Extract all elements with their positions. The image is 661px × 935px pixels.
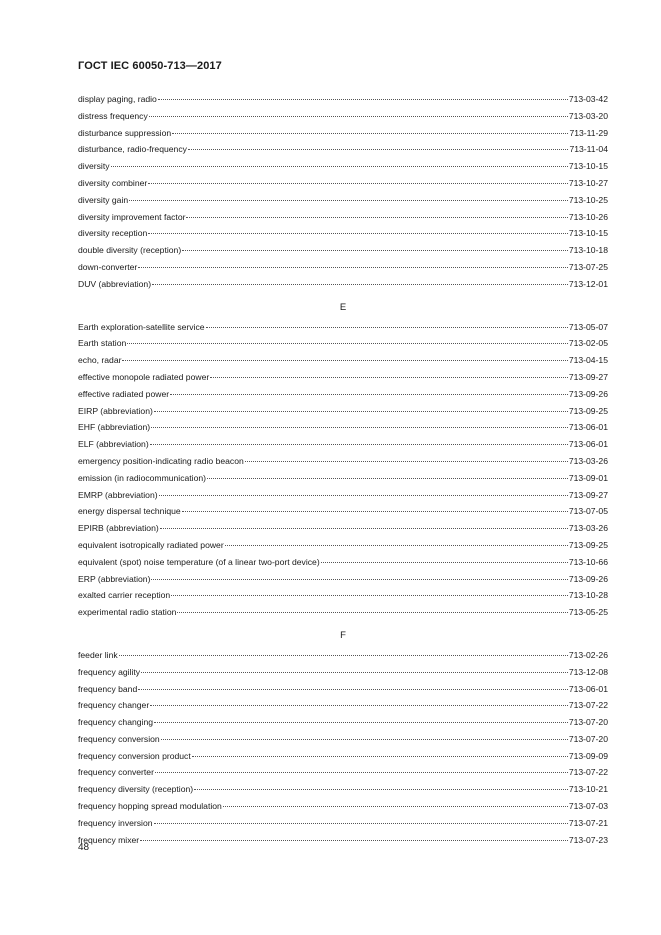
entry-reference: 713-03-42 xyxy=(568,94,608,104)
dot-leader xyxy=(206,327,568,328)
entry-reference: 713-09-25 xyxy=(568,405,608,416)
index-entry xyxy=(78,276,608,293)
entry-term: diversity combiner xyxy=(78,177,148,188)
page-number: 48 xyxy=(78,842,90,853)
index-entry xyxy=(78,91,608,108)
dot-leader xyxy=(140,840,568,841)
dot-leader xyxy=(151,579,567,580)
entry-reference: 713-09-26 xyxy=(568,388,608,399)
entry-term: diversity reception xyxy=(78,228,148,239)
entry-reference: 713-06-01 xyxy=(568,439,608,450)
entry-reference: 713-03-26 xyxy=(568,455,608,466)
index-entry xyxy=(78,192,608,209)
dot-leader xyxy=(122,360,567,361)
index-entry xyxy=(78,419,608,436)
dot-leader xyxy=(138,689,568,690)
entry-reference: 713-09-25 xyxy=(568,539,608,550)
index-entry xyxy=(78,209,608,226)
index-entry xyxy=(78,386,608,403)
entry-reference: 713-12-01 xyxy=(568,278,608,289)
section-letter: F xyxy=(340,629,346,641)
index-entry xyxy=(78,108,608,125)
dot-leader xyxy=(161,739,568,740)
entry-reference: 713-10-25 xyxy=(568,194,608,205)
entry-term: EMRP (abbreviation) xyxy=(78,489,158,500)
index-entry xyxy=(78,470,608,487)
dot-leader xyxy=(192,756,568,757)
entry-term: diversity xyxy=(78,161,110,172)
index-entry xyxy=(78,352,608,369)
index-entry xyxy=(78,604,608,621)
entry-term: frequency agility xyxy=(78,666,141,677)
index-entry xyxy=(78,731,608,748)
entry-reference: 713-09-27 xyxy=(568,489,608,500)
entry-term: diversity improvement factor xyxy=(78,211,186,222)
entry-term: Earth station xyxy=(78,338,127,349)
entry-term: exalted carrier reception xyxy=(78,590,171,601)
entry-reference: 713-10-26 xyxy=(568,211,608,222)
index-entry xyxy=(78,764,608,781)
entry-reference: 713-12-08 xyxy=(568,666,608,677)
dot-leader xyxy=(129,200,568,201)
entry-term: frequency changing xyxy=(78,717,154,728)
index-entry xyxy=(78,158,608,175)
dot-leader xyxy=(151,427,568,428)
dot-leader xyxy=(321,562,568,563)
entry-term: double diversity (reception) xyxy=(78,245,182,256)
dot-leader xyxy=(148,183,568,184)
dot-leader xyxy=(119,655,568,656)
entry-term: down-converter xyxy=(78,261,138,272)
entry-reference: 713-03-26 xyxy=(568,523,608,534)
entry-reference: 713-09-27 xyxy=(568,371,608,382)
index-entry xyxy=(78,503,608,520)
entry-term: diversity gain xyxy=(78,194,129,205)
dot-leader xyxy=(154,411,568,412)
term-index xyxy=(78,91,608,848)
index-entry xyxy=(78,647,608,664)
entry-reference: 713-10-15 xyxy=(568,228,608,239)
dot-leader xyxy=(127,343,568,344)
entry-term: frequency conversion product xyxy=(78,750,191,761)
entry-term: frequency changer xyxy=(78,700,150,711)
index-entry xyxy=(78,520,608,537)
entry-term: frequency diversity (reception) xyxy=(78,784,194,795)
entry-reference: 713-07-21 xyxy=(568,817,608,828)
entry-term: distress frequency xyxy=(78,110,148,121)
index-entry xyxy=(78,403,608,420)
entry-term: feeder link xyxy=(78,649,118,660)
dot-leader xyxy=(223,806,568,807)
index-entry xyxy=(78,681,608,698)
dot-leader xyxy=(150,705,568,706)
entry-reference: 713-10-21 xyxy=(568,784,608,795)
dot-leader xyxy=(160,528,568,529)
entry-reference: 713-07-23 xyxy=(568,834,608,845)
index-section xyxy=(78,627,608,849)
dot-leader xyxy=(186,217,567,218)
entry-term: DUV (abbreviation) xyxy=(78,278,152,289)
dot-leader xyxy=(155,772,568,773)
entry-reference: 713-05-07 xyxy=(568,321,608,332)
dot-leader xyxy=(194,789,568,790)
entry-reference: 713-06-01 xyxy=(568,683,608,694)
entry-reference: 713-09-26 xyxy=(568,573,608,584)
dot-leader xyxy=(154,722,568,723)
index-entry xyxy=(78,225,608,242)
dot-leader xyxy=(225,545,568,546)
entry-term: experimental radio station xyxy=(78,607,177,618)
index-entry xyxy=(78,369,608,386)
dot-leader xyxy=(207,478,568,479)
dot-leader xyxy=(150,444,568,445)
index-entry xyxy=(78,714,608,731)
entry-reference: 713-10-15 xyxy=(568,161,608,172)
entry-term: emission (in radiocommunication) xyxy=(78,472,206,483)
entry-reference: 713-10-27 xyxy=(568,177,608,188)
entry-term: Earth exploration-satellite service xyxy=(78,321,205,332)
entry-reference: 713-09-09 xyxy=(568,750,608,761)
dot-leader xyxy=(182,511,568,512)
index-entry xyxy=(78,487,608,504)
dot-leader xyxy=(159,495,568,496)
entry-term: EPIRB (abbreviation) xyxy=(78,523,159,534)
index-entry xyxy=(78,436,608,453)
index-entry xyxy=(78,259,608,276)
dot-leader xyxy=(171,595,568,596)
index-entry xyxy=(78,242,608,259)
entry-term: disturbance, radio-frequency xyxy=(78,144,187,155)
dot-leader xyxy=(158,99,568,100)
index-entry xyxy=(78,319,608,336)
entry-term: display paging, radio xyxy=(78,94,157,104)
entry-reference: 713-11-29 xyxy=(569,127,608,138)
index-section xyxy=(78,91,608,293)
dot-leader xyxy=(111,166,568,167)
index-entry xyxy=(78,798,608,815)
index-section xyxy=(78,299,608,621)
entry-reference: 713-10-18 xyxy=(568,245,608,256)
entry-term: ERP (abbreviation) xyxy=(78,573,151,584)
entry-reference: 713-07-03 xyxy=(568,801,608,812)
index-entry xyxy=(78,453,608,470)
entry-reference: 713-07-22 xyxy=(568,700,608,711)
entry-term: equivalent isotropically radiated power xyxy=(78,539,224,550)
entry-term: effective radiated power xyxy=(78,388,170,399)
entry-reference: 713-04-15 xyxy=(568,355,608,366)
entry-reference: 713-07-20 xyxy=(568,733,608,744)
entry-reference: 713-11-04 xyxy=(569,144,608,155)
entry-reference: 713-02-26 xyxy=(568,649,608,660)
index-entry xyxy=(78,125,608,142)
entry-reference: 713-10-28 xyxy=(568,590,608,601)
dot-leader xyxy=(172,133,568,134)
entry-term: equivalent (spot) noise temperature (of a linear two-port device) xyxy=(78,556,320,567)
index-entry xyxy=(78,587,608,604)
dot-leader xyxy=(148,233,568,234)
index-entry xyxy=(78,815,608,832)
dot-leader xyxy=(210,377,568,378)
dot-leader xyxy=(188,149,569,150)
entry-reference: 713-03-20 xyxy=(568,110,608,121)
entry-term: frequency band xyxy=(78,683,138,694)
entry-reference: 713-06-01 xyxy=(568,422,608,433)
index-entry xyxy=(78,141,608,158)
document-header: ГОСТ IEC 60050-713—2017 xyxy=(78,60,222,72)
entry-reference: 713-05-25 xyxy=(568,607,608,618)
entry-term: effective monopole radiated power xyxy=(78,371,210,382)
index-entry xyxy=(78,664,608,681)
entry-term: frequency hopping spread modulation xyxy=(78,801,222,812)
dot-leader xyxy=(177,612,567,613)
entry-reference: 713-07-20 xyxy=(568,717,608,728)
index-entry xyxy=(78,571,608,588)
index-entry xyxy=(78,537,608,554)
dot-leader xyxy=(245,461,568,462)
entry-reference: 713-07-25 xyxy=(568,261,608,272)
dot-leader xyxy=(154,823,568,824)
entry-term: frequency inversion xyxy=(78,817,153,828)
entry-term: energy dispersal technique xyxy=(78,506,181,517)
entry-term: frequency conversion xyxy=(78,733,160,744)
entry-term: EHF (abbreviation) xyxy=(78,422,151,433)
entry-reference: 713-10-66 xyxy=(568,556,608,567)
dot-leader xyxy=(170,394,568,395)
entry-term: echo, radar xyxy=(78,355,122,366)
entry-term: EIRP (abbreviation) xyxy=(78,405,153,416)
section-letter: E xyxy=(339,301,347,313)
index-entry xyxy=(78,697,608,714)
entry-term: ELF (abbreviation) xyxy=(78,439,149,450)
dot-leader xyxy=(141,672,568,673)
dot-leader xyxy=(138,267,568,268)
entry-reference: 713-09-01 xyxy=(568,472,608,483)
index-entry xyxy=(78,554,608,571)
dot-leader xyxy=(152,284,568,285)
index-entry xyxy=(78,335,608,352)
entry-term: emergency position-indicating radio beacon xyxy=(78,455,244,466)
index-entry xyxy=(78,781,608,798)
dot-leader xyxy=(182,250,568,251)
index-entry xyxy=(78,748,608,765)
entry-reference: 713-07-22 xyxy=(568,767,608,778)
dot-leader xyxy=(149,116,568,117)
index-entry xyxy=(78,832,608,849)
entry-term: frequency mixer xyxy=(78,834,140,845)
entry-reference: 713-02-05 xyxy=(568,338,608,349)
index-entry xyxy=(78,175,608,192)
entry-term: frequency converter xyxy=(78,767,154,778)
entry-reference: 713-07-05 xyxy=(568,506,608,517)
entry-term: disturbance suppression xyxy=(78,127,172,138)
